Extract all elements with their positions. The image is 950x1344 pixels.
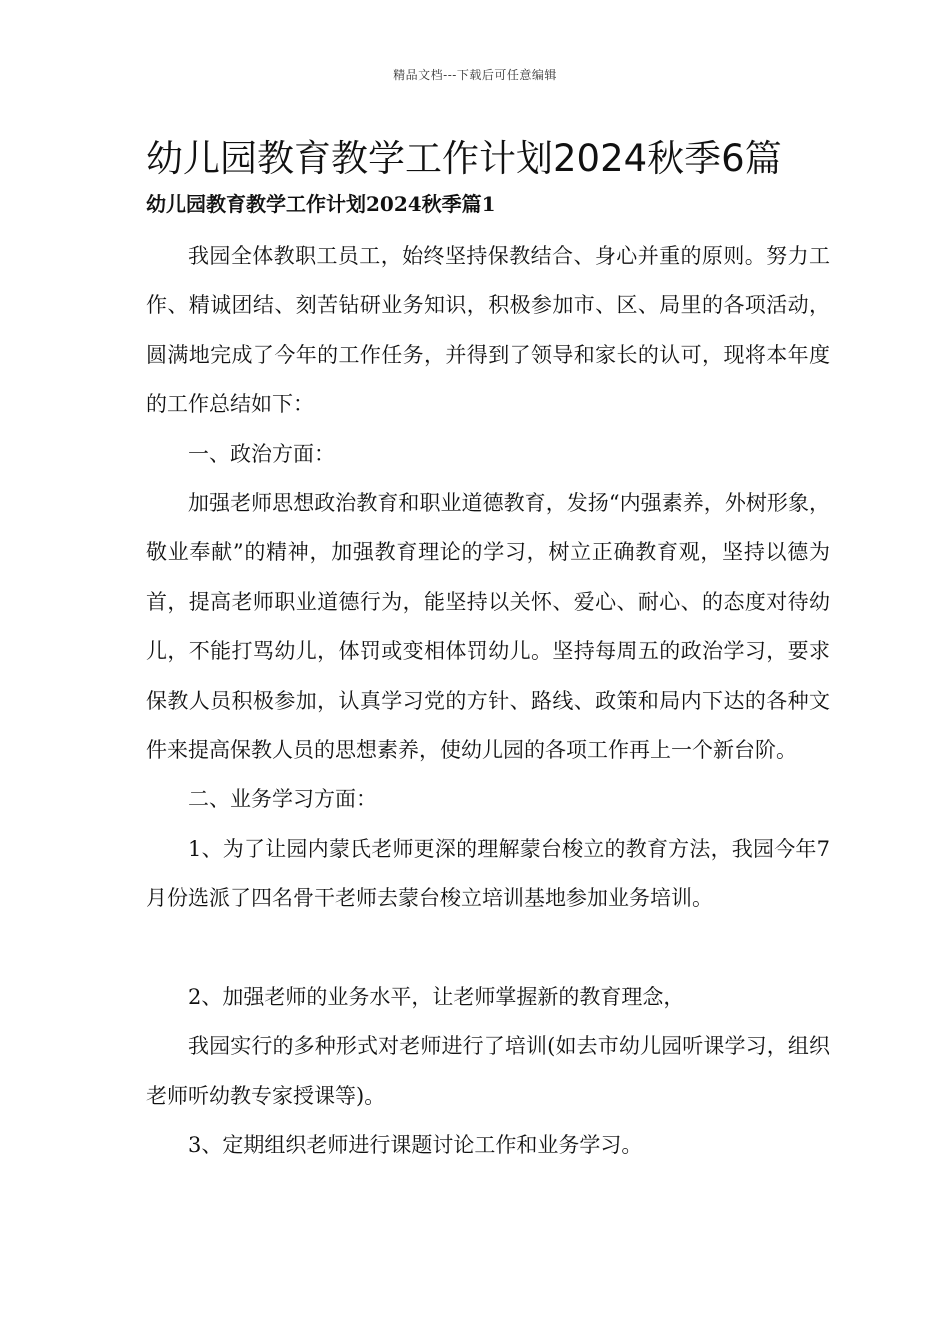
paragraph-politics: 加强老师思想政治教育和职业道德教育，发扬“内强素养，外树形象，敬业奉献”的精神，加强教育理论的学习，树立正确教育观，坚持以德为首，提高老师职业道德行为，能坚持以关怀、爱心、耐心、的态度对待幼儿，不能打骂幼儿，体罚或变相体罚幼儿。坚持每周五的政治学习，要求保教人员积极参加，认真学习党的方针、路线、政策和局内下达的各种文件来提高保教人员的思想素养，使幼儿园的各项工作再上一个新台阶。	[146, 491, 830, 763]
paragraph-item-2: 2、加强老师的业务水平，让老师掌握新的教育理念，	[188, 985, 685, 1010]
section-subtitle: 幼儿园教育教学工作计划2024秋季篇1	[146, 192, 496, 216]
paragraph-spacer	[146, 924, 830, 973]
paragraph-item-1: 1、为了让园内蒙氏老师更深的理解蒙台梭立的教育方法，我园今年7月份选派了四名骨干老师去蒙台梭立培训基地参加业务培训。	[146, 836, 830, 911]
document-title: 幼儿园教育教学工作计划2024秋季6篇	[146, 137, 782, 180]
heading-business-study: 二、业务学习方面：	[188, 787, 377, 812]
paragraph-item-2-detail: 我园实行的多种形式对老师进行了培训(如去市幼儿园听课学习，组织老师听幼教专家授课等)。	[146, 1034, 830, 1108]
paragraph-intro: 我园全体教职工员工，始终坚持保教结合、身心并重的原则。努力工作、精诚团结、刻苦钻研业务知识，积极参加市、区、局里的各项活动，圆满地完成了今年的工作任务，并得到了领导和家长的认可，现将本年度的工作总结如下：	[146, 244, 830, 417]
header-note: 精品文档---下载后可任意编辑	[393, 68, 557, 82]
document-body	[146, 232, 830, 1171]
paragraph-item-3: 3、定期组织老师进行课题讨论工作和业务学习。	[188, 1133, 643, 1158]
heading-politics: 一、政治方面：	[188, 441, 335, 466]
